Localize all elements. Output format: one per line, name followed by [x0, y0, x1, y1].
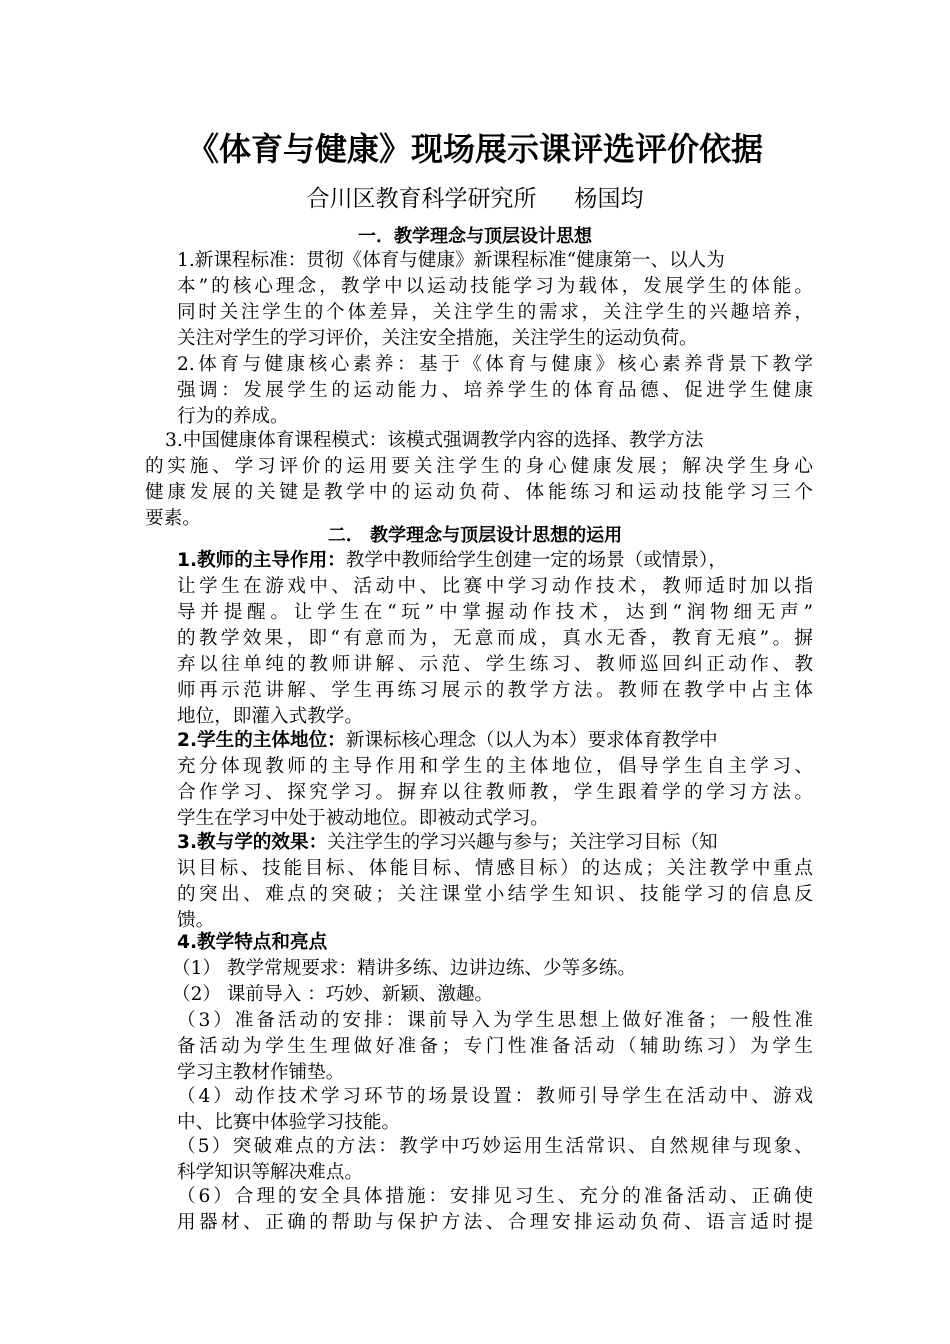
paragraph-3-line: 的突出、难点的突破；关注课堂小结学生知识、技能学习的信息反: [177, 884, 813, 905]
section-2-heading: 二． 教学理念与顶层设计思想的运用: [327, 525, 623, 546]
feature-item-line: 学习主教材作铺垫。: [177, 1062, 345, 1083]
paragraph-2-label: 2.学生的主体地位：: [177, 730, 346, 751]
paragraph-3-text: 关注学生的学习兴趣与参与；关注学习目标（知: [327, 832, 718, 853]
section-1-line: 要素。: [145, 508, 201, 529]
feature-item-line: 备活动为学生生理做好准备；专门性准备活动（辅助练习）为学生: [177, 1036, 813, 1057]
section-1-line: 行为的养成。: [177, 406, 289, 427]
author-line: [0, 183, 950, 215]
paragraph-1-line: 地位，即灌入式教学。: [177, 706, 363, 727]
section-1-line: 关注对学生的学习评价，关注安全措施，关注学生的运动负荷。: [177, 328, 698, 349]
section-1-line: 同时关注学生的个体差异，关注学生的需求，关注学生的兴趣培养，: [177, 302, 813, 323]
paragraph-1-line: 弃以往单纯的教师讲解、示范、学生练习、教师巡回纠正动作、教: [177, 654, 813, 675]
feature-item-line: 中、比赛中体验学习技能。: [177, 1112, 401, 1133]
paragraph-3-label: 3.教与学的效果：: [177, 832, 328, 853]
author-organization: 合川区教育科学研究所: [306, 186, 537, 212]
feature-item-line: 科学知识等解决难点。: [177, 1162, 363, 1183]
paragraph-1-label: 1.教师的主导作用：: [177, 550, 346, 571]
section-1-heading: 一．教学理念与顶层设计思想: [358, 226, 592, 247]
feature-item: （2） 课前导入 ：巧妙、新颖、激趣。: [172, 984, 494, 1005]
paragraph-2-line: 学生在学习中处于被动地位。即被动式学习。: [177, 808, 549, 829]
feature-item-line: 用器材、正确的帮助与保护方法、合理安排运动负荷、语言适时提: [177, 1212, 813, 1233]
paragraph-1-line: 导并提醒。让学生在“玩”中掌握动作技术，达到“润物细无声”: [177, 602, 813, 623]
paragraph-2-first-line: [177, 728, 813, 754]
section-1-line: 本”的核心理念，教学中以运动技能学习为载体，发展学生的体能。: [177, 276, 813, 297]
document-title: 《体育与健康》现场展示课评选评价依据: [186, 130, 763, 168]
paragraph-2-line: 合作学习、探究学习。摒弃以往教师教，学生跟着学的学习方法。: [177, 782, 813, 803]
section-1-line: 2.体育与健康核心素养：基于《体育与健康》核心素养背景下教学: [177, 354, 813, 375]
paragraph-1-line: 的教学效果，即“有意而为，无意而成，真水无香，教育无痕”。摒: [177, 628, 813, 649]
feature-item: （6）合理的安全具体措施：安排见习生、充分的准备活动、正确使: [177, 1186, 813, 1207]
paragraph-1-line: 让学生在游戏中、活动中、比赛中学习动作技术，教师适时加以指: [177, 576, 813, 597]
feature-item: （3）准备活动的安排：课前导入为学生思想上做好准备；一般性准: [177, 1010, 813, 1031]
paragraph-1-first-line: [177, 548, 813, 574]
paragraph-4-heading: 4.教学特点和亮点: [177, 932, 328, 953]
paragraph-3-first-line: [177, 830, 813, 856]
author-name: 杨国均: [574, 186, 644, 212]
section-1-line: 3.中国健康体育课程模式：该模式强调教学内容的选择、教学方法: [165, 430, 704, 451]
paragraph-1-line: 师再示范讲解、学生再练习展示的教学方法。教师在教学中占主体: [177, 680, 813, 701]
feature-item: （4）动作技术学习环节的场景设置：教师引导学生在活动中、游戏: [177, 1086, 813, 1107]
section-1-line: 1.新课程标准：贯彻《体育与健康》新课程标准“健康第一、以人为: [177, 250, 725, 271]
paragraph-1-text: 教学中教师给学生创建一定的场景（或情景），: [345, 550, 727, 571]
paragraph-3-line: 识目标、技能目标、体能目标、情感目标）的达成；关注教学中重点: [177, 858, 813, 879]
feature-item: （1） 教学常规要求：精讲多练、边讲边练、少等多练。: [172, 958, 636, 979]
section-1-line: 强调：发展学生的运动能力、培养学生的体育品德、促进学生健康: [177, 380, 813, 401]
paragraph-2-text: 新课标核心理念（以人为本）要求体育教学中: [345, 730, 718, 751]
feature-item: （5）突破难点的方法：教学中巧妙运用生活常识、自然规律与现象、: [177, 1136, 813, 1157]
section-1-line: 健康发展的关键是教学中的运动负荷、体能练习和运动技能学习三个: [145, 482, 813, 503]
paragraph-2-line: 充分体现教师的主导作用和学生的主体地位，倡导学生自主学习、: [177, 756, 813, 777]
paragraph-3-line: 馈。: [177, 910, 215, 931]
section-1-line: 的实施、学习评价的运用要关注学生的身心健康发展；解决学生身心: [145, 456, 813, 477]
